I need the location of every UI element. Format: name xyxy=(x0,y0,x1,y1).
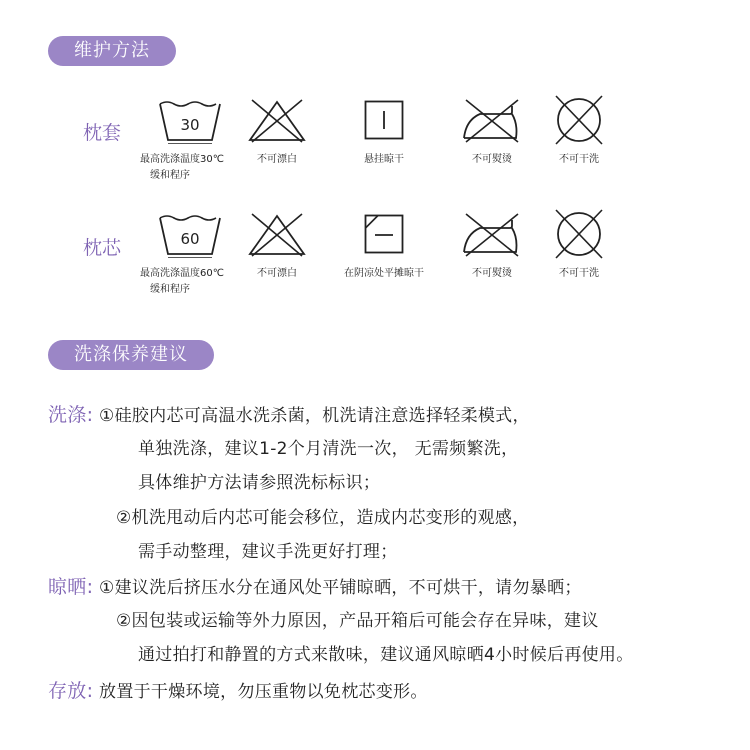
hang-dry-icon xyxy=(364,100,404,140)
no-dryclean-icon xyxy=(548,206,610,262)
flat-dry-shade-icon xyxy=(364,214,404,254)
caption-no-iron-2: 不可熨烫 xyxy=(472,268,512,279)
wash-temp-label: 30 xyxy=(180,116,200,134)
no-bleach-icon xyxy=(246,98,308,144)
dry-advice-line-2: ②因包装或运输等外力原因，产品开箱后可能会存在异味，建议 xyxy=(116,611,599,631)
caption-wash-2: 最高洗涤温度60℃ 缓和程序 xyxy=(140,268,224,295)
wash-tub-icon xyxy=(158,214,222,258)
wash-label: 洗涤: xyxy=(48,404,94,426)
wash-tub-icon xyxy=(158,100,222,144)
caption-no-iron-1: 不可熨烫 xyxy=(472,154,512,165)
no-iron-icon xyxy=(460,98,522,144)
store-label: 存放: xyxy=(48,680,94,702)
wash-advice-line-4: ②机洗甩动后内芯可能会移位，造成内芯变形的观感， xyxy=(116,508,530,528)
row-label-pillow-core: 枕芯 xyxy=(83,237,122,259)
no-iron-icon xyxy=(460,212,522,258)
care-section-title: 维护方法 xyxy=(48,36,176,66)
dry-label: 晾晒: xyxy=(48,576,94,598)
caption-no-dryclean-1: 不可干洗 xyxy=(559,154,599,165)
no-dryclean-icon xyxy=(548,92,610,148)
dry-advice-line-1: 晾晒: ①建议洗后挤压水分在通风处平铺晾晒，不可烘干，请勿暴晒； xyxy=(48,576,582,598)
wash-advice-line-3: 具体维护方法请参照洗标标识； xyxy=(138,473,381,493)
row-label-pillowcase: 枕套 xyxy=(83,122,122,144)
wash-temp-label: 60 xyxy=(180,230,200,248)
caption-no-bleach-1: 不可漂白 xyxy=(257,154,297,165)
dry-advice-line-3: 通过拍打和静置的方式来散味，建议通风晾晒4小时候后再使用。 xyxy=(138,645,634,665)
caption-no-bleach-2: 不可漂白 xyxy=(257,268,297,279)
caption-no-dryclean-2: 不可干洗 xyxy=(559,268,599,279)
wash-advice-line-5: 需手动整理，建议手洗更好打理； xyxy=(138,542,398,562)
no-bleach-icon xyxy=(246,212,308,258)
caption-hang-dry: 悬挂晾干 xyxy=(364,154,404,165)
wash-advice-line-1: 洗涤: ①硅胶内芯可高温水洗杀菌，机洗请注意选择轻柔模式， xyxy=(48,404,530,426)
wash-advice-section-title: 洗涤保养建议 xyxy=(48,340,214,370)
caption-wash-1: 最高洗涤温度30℃ 缓和程序 xyxy=(140,154,224,181)
caption-flat-dry: 在阴凉处平摊晾干 xyxy=(344,268,424,279)
wash-advice-line-2: 单独洗涤，建议1-2个月清洗一次， 无需频繁洗， xyxy=(138,439,519,459)
store-advice-line: 存放: 放置于干燥环境，勿压重物以免枕芯变形。 xyxy=(48,680,428,702)
